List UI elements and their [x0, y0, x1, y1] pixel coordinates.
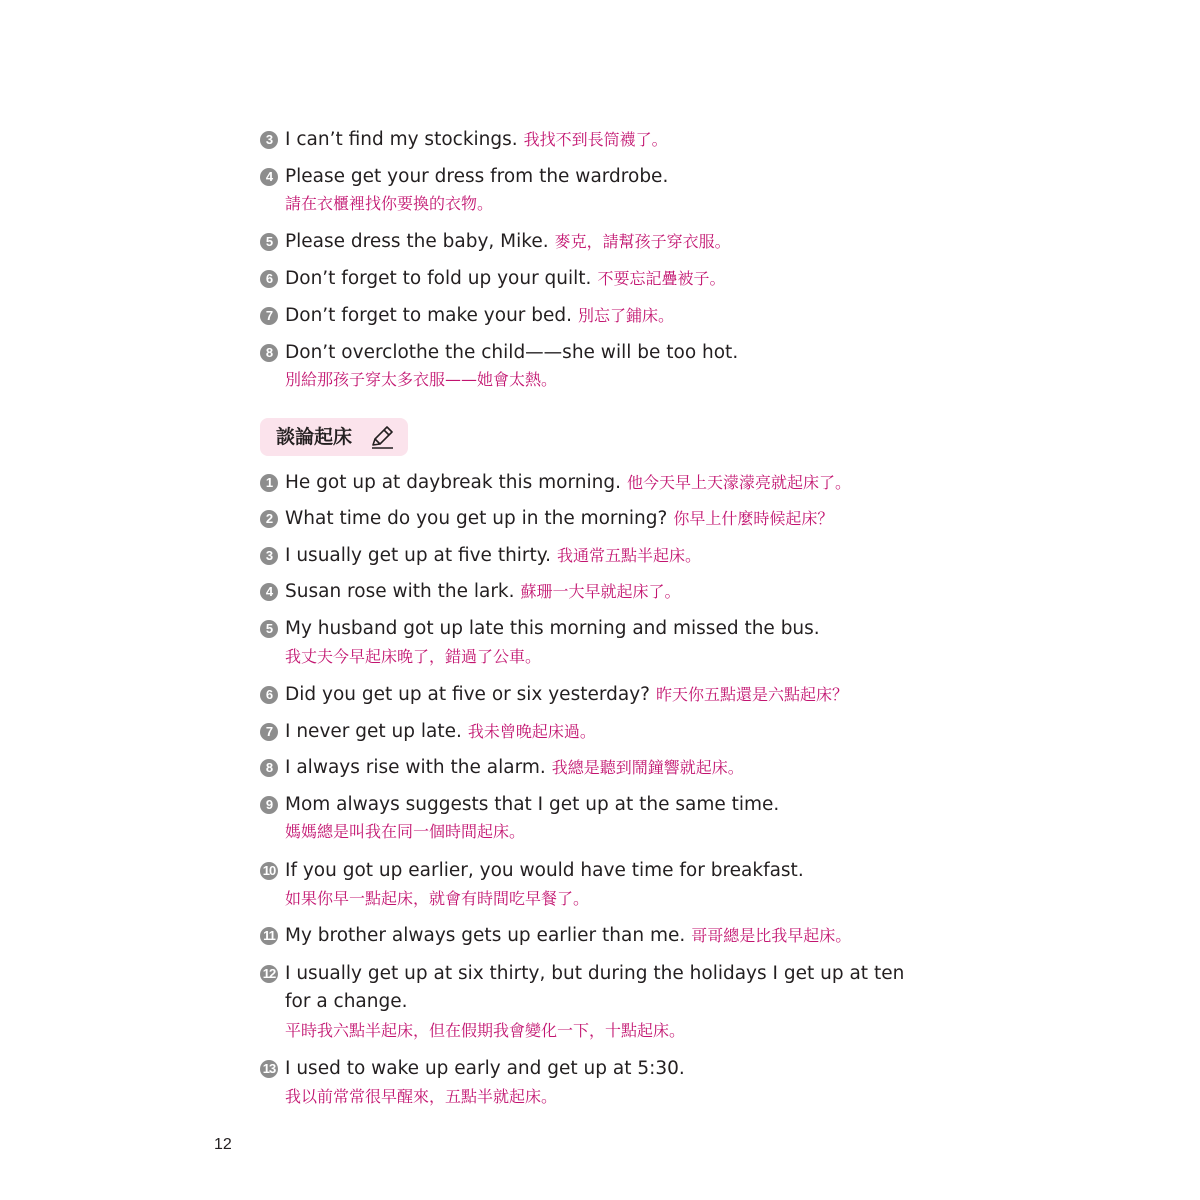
english-sentence: Mom always suggests that I get up at the same time. — [285, 794, 780, 815]
number-badge: 6 — [260, 270, 278, 288]
chinese-translation: 我未曾晚起床過。 — [467, 722, 596, 741]
list-item — [260, 469, 880, 497]
chinese-translation: 別給那孩子穿太多衣服——她會太熱。 — [285, 370, 558, 389]
chinese-translation: 麥克，請幫孩子穿衣服。 — [554, 232, 731, 251]
english-sentence: Susan rose with the lark. — [285, 581, 515, 602]
section-title: 談論起床 — [276, 426, 353, 448]
list-item — [260, 922, 880, 950]
number-badge: 11 — [260, 927, 278, 945]
chinese-translation: 蘇珊一大早就起床了。 — [520, 582, 681, 601]
section-header — [260, 418, 408, 456]
english-sentence: I can’t find my stockings. — [285, 129, 518, 150]
pencil-icon — [369, 424, 395, 450]
list-item — [260, 960, 905, 1040]
chinese-translation: 平時我六點半起床，但在假期我會變化一下，十點起床。 — [285, 1021, 686, 1040]
number-badge: 7 — [260, 723, 278, 741]
number-badge: 13 — [260, 1060, 278, 1078]
number-badge: 9 — [260, 796, 278, 814]
chinese-translation: 昨天你五點還是六點起床？ — [655, 685, 848, 704]
number-badge: 2 — [260, 510, 278, 528]
english-sentence: My husband got up late this morning and missed the bus. — [285, 618, 820, 639]
number-badge: 6 — [260, 686, 278, 704]
list-item — [260, 791, 880, 841]
list-item — [260, 1055, 880, 1106]
list-item — [260, 578, 880, 606]
chinese-translation: 我以前常常很早醒來，五點半就起床。 — [285, 1087, 558, 1106]
number-badge: 5 — [260, 620, 278, 638]
number-badge: 8 — [260, 344, 278, 362]
english-sentence: I usually get up at five thirty. — [285, 545, 551, 566]
chinese-translation: 媽媽總是叫我在同一個時間起床。 — [285, 822, 526, 841]
list-item — [260, 265, 880, 293]
number-badge: 1 — [260, 474, 278, 492]
english-sentence: My brother always gets up earlier than me. — [285, 925, 686, 946]
english-sentence: Don’t forget to make your bed. — [285, 305, 573, 326]
english-sentence: Did you get up at five or six yesterday? — [285, 684, 650, 705]
english-sentence: Don’t overclothe the child——she will be too hot. — [285, 342, 739, 363]
english-sentence: Don’t forget to fold up your quilt. — [285, 268, 592, 289]
number-badge: 3 — [260, 131, 278, 149]
list-item — [260, 754, 880, 782]
number-badge: 7 — [260, 307, 278, 325]
english-sentence: He got up at daybreak this morning. — [285, 472, 621, 493]
english-sentence: Please get your dress from the wardrobe. — [285, 166, 669, 187]
english-sentence: I usually get up at six thirty, but during the holidays I get up at ten — [285, 963, 905, 984]
chinese-translation: 我找不到長筒襪了。 — [523, 130, 668, 149]
list-item — [260, 126, 880, 154]
chinese-translation: 別忘了鋪床。 — [578, 306, 675, 325]
english-sentence: I used to wake up early and get up at 5:30. — [285, 1058, 685, 1079]
english-sentence: If you got up earlier, you would have time for breakfast. — [285, 860, 804, 881]
list-item — [260, 339, 880, 389]
list-item — [260, 857, 880, 908]
chinese-translation: 哥哥總是比我早起床。 — [691, 926, 852, 945]
english-sentence: Please dress the baby, Mike. — [285, 231, 549, 252]
number-badge: 4 — [260, 168, 278, 186]
list-item — [260, 505, 880, 533]
number-badge: 12 — [260, 965, 278, 983]
page-number: 12 — [214, 1136, 232, 1153]
english-sentence: What time do you get up in the morning? — [285, 508, 668, 529]
chinese-translation: 我總是聽到鬧鐘響就起床。 — [551, 758, 744, 777]
chinese-translation: 如果你早一點起床，就會有時間吃早餐了。 — [285, 889, 590, 908]
list-item — [260, 615, 880, 666]
chinese-translation: 你早上什麼時候起床？ — [673, 509, 834, 528]
list-item — [260, 681, 880, 709]
chinese-translation: 我通常五點半起床。 — [556, 546, 701, 565]
number-badge: 3 — [260, 547, 278, 565]
chinese-translation: 請在衣櫃裡找你要換的衣物。 — [285, 194, 494, 213]
list-item — [260, 542, 880, 570]
english-sentence-continued: for a change. — [285, 991, 408, 1012]
chinese-translation: 他今天早上天濛濛亮就起床了。 — [626, 473, 851, 492]
number-badge: 8 — [260, 759, 278, 777]
number-badge: 4 — [260, 583, 278, 601]
list-item — [260, 302, 880, 330]
english-sentence: I never get up late. — [285, 721, 462, 742]
english-sentence: I always rise with the alarm. — [285, 757, 546, 778]
chinese-translation: 不要忘記疊被子。 — [597, 269, 726, 288]
list-item — [260, 718, 880, 746]
list-item — [260, 163, 880, 213]
chinese-translation: 我丈夫今早起床晚了，錯過了公車。 — [285, 647, 542, 666]
list-item — [260, 228, 880, 256]
number-badge: 10 — [260, 862, 278, 880]
number-badge: 5 — [260, 233, 278, 251]
